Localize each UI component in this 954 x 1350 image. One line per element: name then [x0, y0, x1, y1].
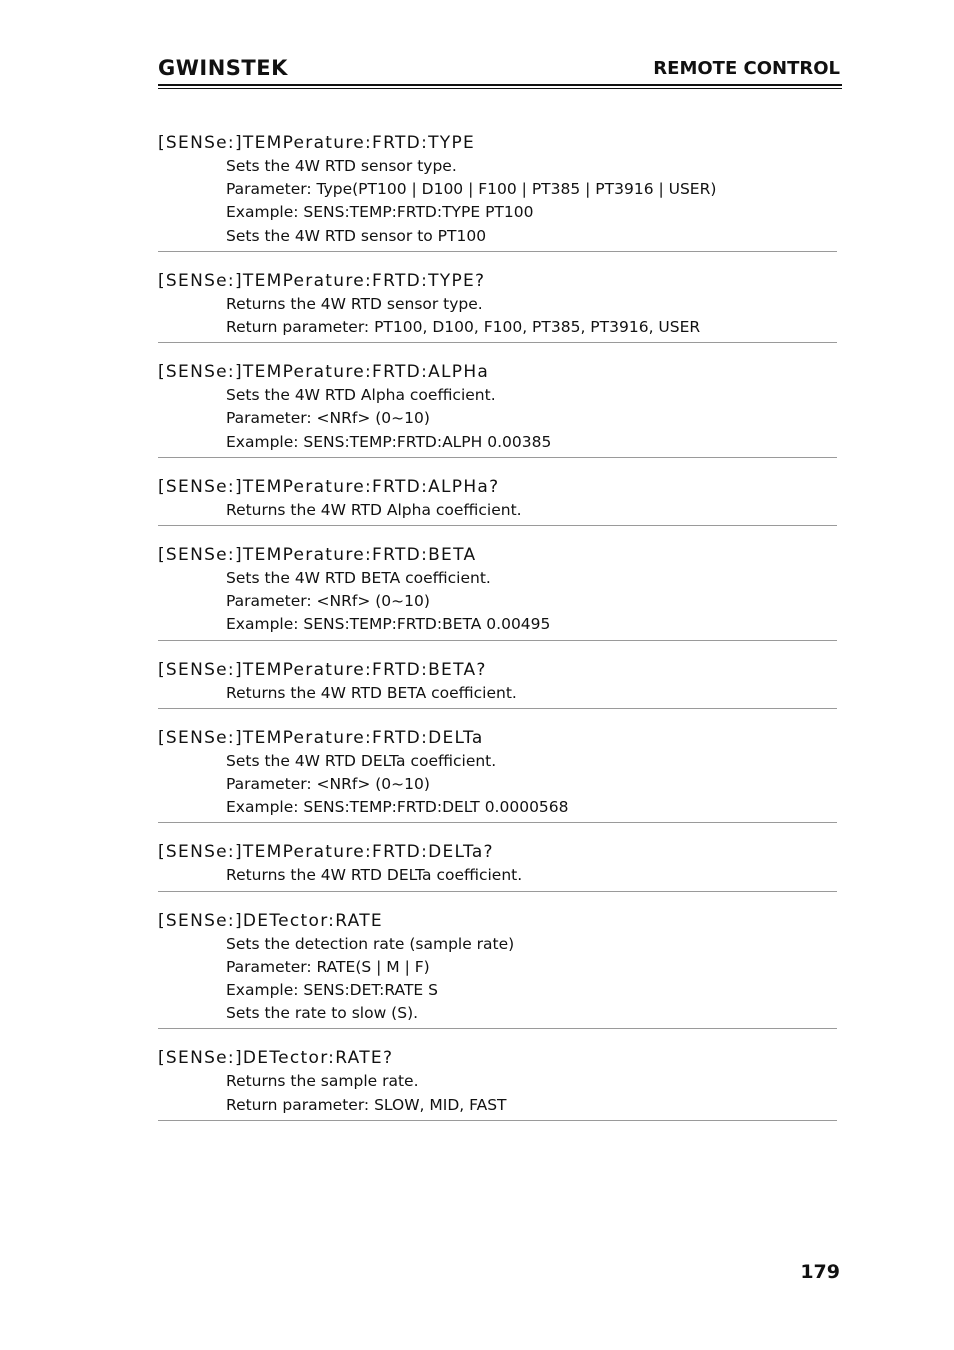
- command-description-line: Return parameter: PT100, D100, F100, PT385, PT3916, USER: [226, 318, 701, 337]
- page-header: [158, 56, 842, 90]
- command-syntax: [SENSe:]TEMPerature:FRTD:TYPE: [158, 133, 476, 153]
- command-syntax: [SENSe:]DETector:RATE: [158, 910, 383, 931]
- command-list: [158, 131, 837, 1138]
- command-description-line: Example: SENS:TEMP:FRTD:TYPE PT100: [226, 203, 534, 222]
- command-entry: [158, 840, 837, 891]
- command-syntax: [SENSe:]TEMPerature:FRTD:ALPHa: [158, 362, 490, 383]
- command-syntax: [SENSe:]TEMPerature:FRTD:BETA?: [158, 659, 487, 680]
- command-entry: [158, 1046, 837, 1120]
- command-description-line: Parameter: Type(PT100 | D100 | F100 | PT385 | PT3916 | USER): [226, 180, 717, 199]
- command-description-line: Example: SENS:TEMP:FRTD:ALPH 0.00385: [226, 432, 552, 451]
- command-entry: [158, 726, 837, 824]
- brand-logo: GWINSTEK: [158, 56, 288, 80]
- command-description-line: Sets the 4W RTD DELTa coefficient.: [226, 751, 497, 770]
- command-entry: [158, 475, 837, 526]
- command-entry: [158, 543, 837, 641]
- command-description-line: Sets the 4W RTD sensor to PT100: [226, 226, 487, 245]
- command-syntax: [SENSe:]TEMPerature:FRTD:BETA: [158, 545, 477, 566]
- command-syntax: [SENSe:]TEMPerature:FRTD:DELTa?: [158, 842, 494, 863]
- command-entry: [158, 909, 837, 1030]
- page-number: 179: [800, 1261, 840, 1283]
- command-description-line: Returns the sample rate.: [226, 1072, 419, 1091]
- command-description-line: Return parameter: SLOW, MID, FAST: [226, 1095, 507, 1114]
- header-rule-thin: [158, 88, 842, 89]
- command-description-line: Parameter: <NRf> (0~10): [226, 775, 430, 794]
- command-description-line: Sets the 4W RTD BETA coefficient.: [226, 569, 491, 588]
- command-syntax: [SENSe:]TEMPerature:FRTD:DELTa: [158, 727, 484, 748]
- command-syntax: [SENSe:]DETector:RATE?: [158, 1048, 394, 1069]
- command-description-line: Example: SENS:TEMP:FRTD:BETA 0.00495: [226, 615, 551, 634]
- command-description-line: Parameter: <NRf> (0~10): [226, 592, 430, 611]
- command-description-line: Sets the 4W RTD sensor type.: [226, 157, 457, 175]
- command-syntax: [SENSe:]TEMPerature:FRTD:TYPE?: [158, 270, 486, 291]
- command-entry: [158, 131, 837, 252]
- command-description-line: Returns the 4W RTD BETA coefficient.: [226, 683, 517, 702]
- command-description-line: Parameter: RATE(S | M | F): [226, 957, 430, 976]
- command-description-line: Parameter: <NRf> (0~10): [226, 409, 430, 428]
- command-description-line: Returns the 4W RTD DELTa coefficient.: [226, 866, 523, 885]
- command-syntax: [SENSe:]TEMPerature:FRTD:ALPHa?: [158, 476, 500, 497]
- section-title: REMOTE CONTROL: [653, 58, 840, 79]
- command-description-line: Sets the 4W RTD Alpha coefficient.: [226, 386, 496, 405]
- command-description-line: Sets the rate to slow (S).: [226, 1004, 419, 1023]
- command-entry: [158, 658, 837, 709]
- command-description-line: Example: SENS:DET:RATE S: [226, 981, 438, 1000]
- command-entry: [158, 269, 837, 343]
- header-rule-thick: [158, 84, 842, 86]
- command-entry: [158, 360, 837, 458]
- command-description-line: Example: SENS:TEMP:FRTD:DELT 0.0000568: [226, 798, 569, 817]
- command-description-line: Returns the 4W RTD sensor type.: [226, 294, 483, 313]
- command-description-line: Returns the 4W RTD Alpha coefficient.: [226, 500, 522, 519]
- command-description-line: Sets the detection rate (sample rate): [226, 934, 515, 953]
